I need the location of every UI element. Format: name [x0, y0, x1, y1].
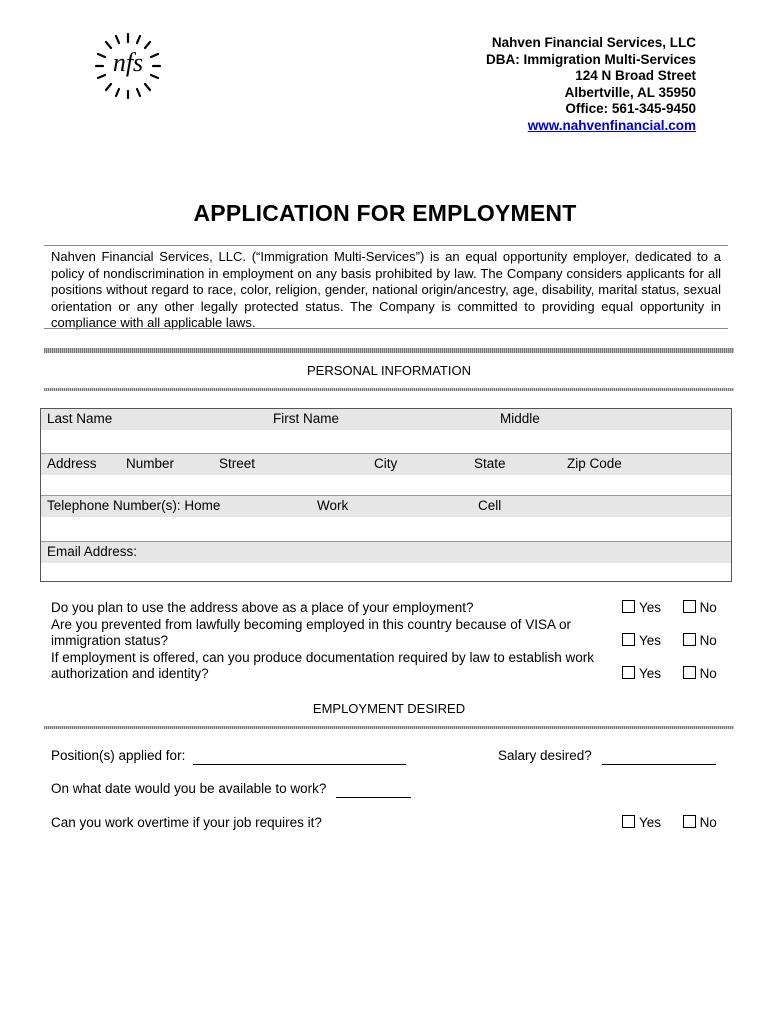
- available-date-row: [51, 781, 411, 798]
- yes-label: Yes: [639, 666, 662, 681]
- yes-no-group: [622, 600, 717, 615]
- divider: [44, 245, 728, 246]
- middle-name-label: Middle: [500, 411, 540, 426]
- question-visa-line1: Are you prevented from lawfully becoming employed in this country because of VISA or: [51, 617, 572, 632]
- yes-label: Yes: [639, 815, 662, 830]
- address-label: Address: [47, 456, 97, 471]
- yes-checkbox[interactable]: [622, 633, 635, 646]
- company-dba: DBA: Immigration Multi-Services: [485, 51, 696, 67]
- salary-label: Salary desired?: [498, 748, 592, 763]
- positions-label: Position(s) applied for:: [51, 748, 186, 763]
- no-label: No: [699, 600, 717, 615]
- divider: [44, 328, 728, 329]
- available-date-field[interactable]: [336, 783, 411, 798]
- employment-desired-heading: EMPLOYMENT DESIRED: [312, 701, 466, 716]
- yes-no-group: [622, 666, 717, 681]
- question-docs-line1: If employment is offered, can you produce documentation required by law to establish work: [51, 650, 595, 665]
- first-name-label: First Name: [273, 411, 340, 426]
- section-band: [44, 726, 734, 729]
- number-label: Number: [126, 456, 175, 471]
- yes-checkbox[interactable]: [622, 666, 635, 679]
- yes-no-group: [622, 633, 717, 648]
- no-checkbox[interactable]: [683, 633, 696, 646]
- positions-row: [51, 748, 406, 765]
- address-label-row: [41, 454, 731, 475]
- zip-label: Zip Code: [567, 456, 622, 471]
- cell-phone-label: Cell: [478, 498, 502, 513]
- question-visa-line2: immigration status?: [51, 633, 169, 648]
- eeo-statement: Nahven Financial Services, LLC. (“Immigration Multi-Services”) is an equal opportunity employer, dedicated to a policy of nondiscrimination in employment on any basis prohibited by law. The Company considers applicants for all positions without regard to race, color, religion, gender, national origin/ancestry, age, disability, marital status, sexual orientation or any other legally protected status. The Company is committed to providing equal opportunity in compliance with all applicable laws.: [51, 249, 721, 330]
- salary-row: [498, 748, 716, 765]
- logo-text: nfs: [112, 48, 144, 77]
- company-street: 124 N Broad Street: [575, 68, 696, 83]
- company-header: [486, 35, 696, 134]
- company-phone: Office: 561-345-9450: [565, 101, 696, 116]
- no-label: No: [699, 666, 717, 681]
- yes-checkbox[interactable]: [622, 815, 635, 828]
- street-label: Street: [219, 456, 256, 471]
- salary-field[interactable]: [602, 750, 716, 765]
- section-band: [44, 388, 734, 391]
- personal-info-heading: PERSONAL INFORMATION: [307, 363, 471, 378]
- section-band: [44, 348, 734, 353]
- state-label: State: [474, 456, 506, 471]
- company-name: Nahven Financial Services, LLC: [491, 35, 696, 50]
- overtime-question: Can you work overtime if your job requires it?: [51, 815, 322, 830]
- no-checkbox[interactable]: [683, 666, 696, 679]
- no-checkbox[interactable]: [683, 600, 696, 613]
- yes-checkbox[interactable]: [622, 600, 635, 613]
- company-website-link[interactable]: www.nahvenfinancial.com: [527, 117, 696, 133]
- question-address-use: Do you plan to use the address above as a place of your employment?: [51, 600, 474, 615]
- telephone-label-row: [41, 496, 731, 517]
- no-checkbox[interactable]: [683, 815, 696, 828]
- available-date-label: On what date would you be available to work?: [51, 781, 327, 796]
- home-phone-label: Telephone Number(s): Home: [47, 498, 221, 513]
- yes-label: Yes: [639, 600, 662, 615]
- positions-field[interactable]: [193, 750, 406, 765]
- name-label-row: [41, 409, 731, 430]
- no-label: No: [699, 815, 717, 830]
- question-docs-line2: authorization and identity?: [51, 666, 209, 681]
- email-label-row: [41, 542, 731, 563]
- last-name-label: Last Name: [47, 411, 113, 426]
- yes-label: Yes: [639, 633, 662, 648]
- city-label: City: [374, 456, 398, 471]
- no-label: No: [699, 633, 717, 648]
- work-phone-label: Work: [317, 498, 349, 513]
- yes-no-group: [622, 815, 717, 830]
- company-city: Albertville, AL 35950: [564, 84, 696, 100]
- personal-info-table: [40, 408, 732, 582]
- email-label: Email Address:: [47, 544, 138, 559]
- page-title: APPLICATION FOR EMPLOYMENT: [193, 200, 577, 226]
